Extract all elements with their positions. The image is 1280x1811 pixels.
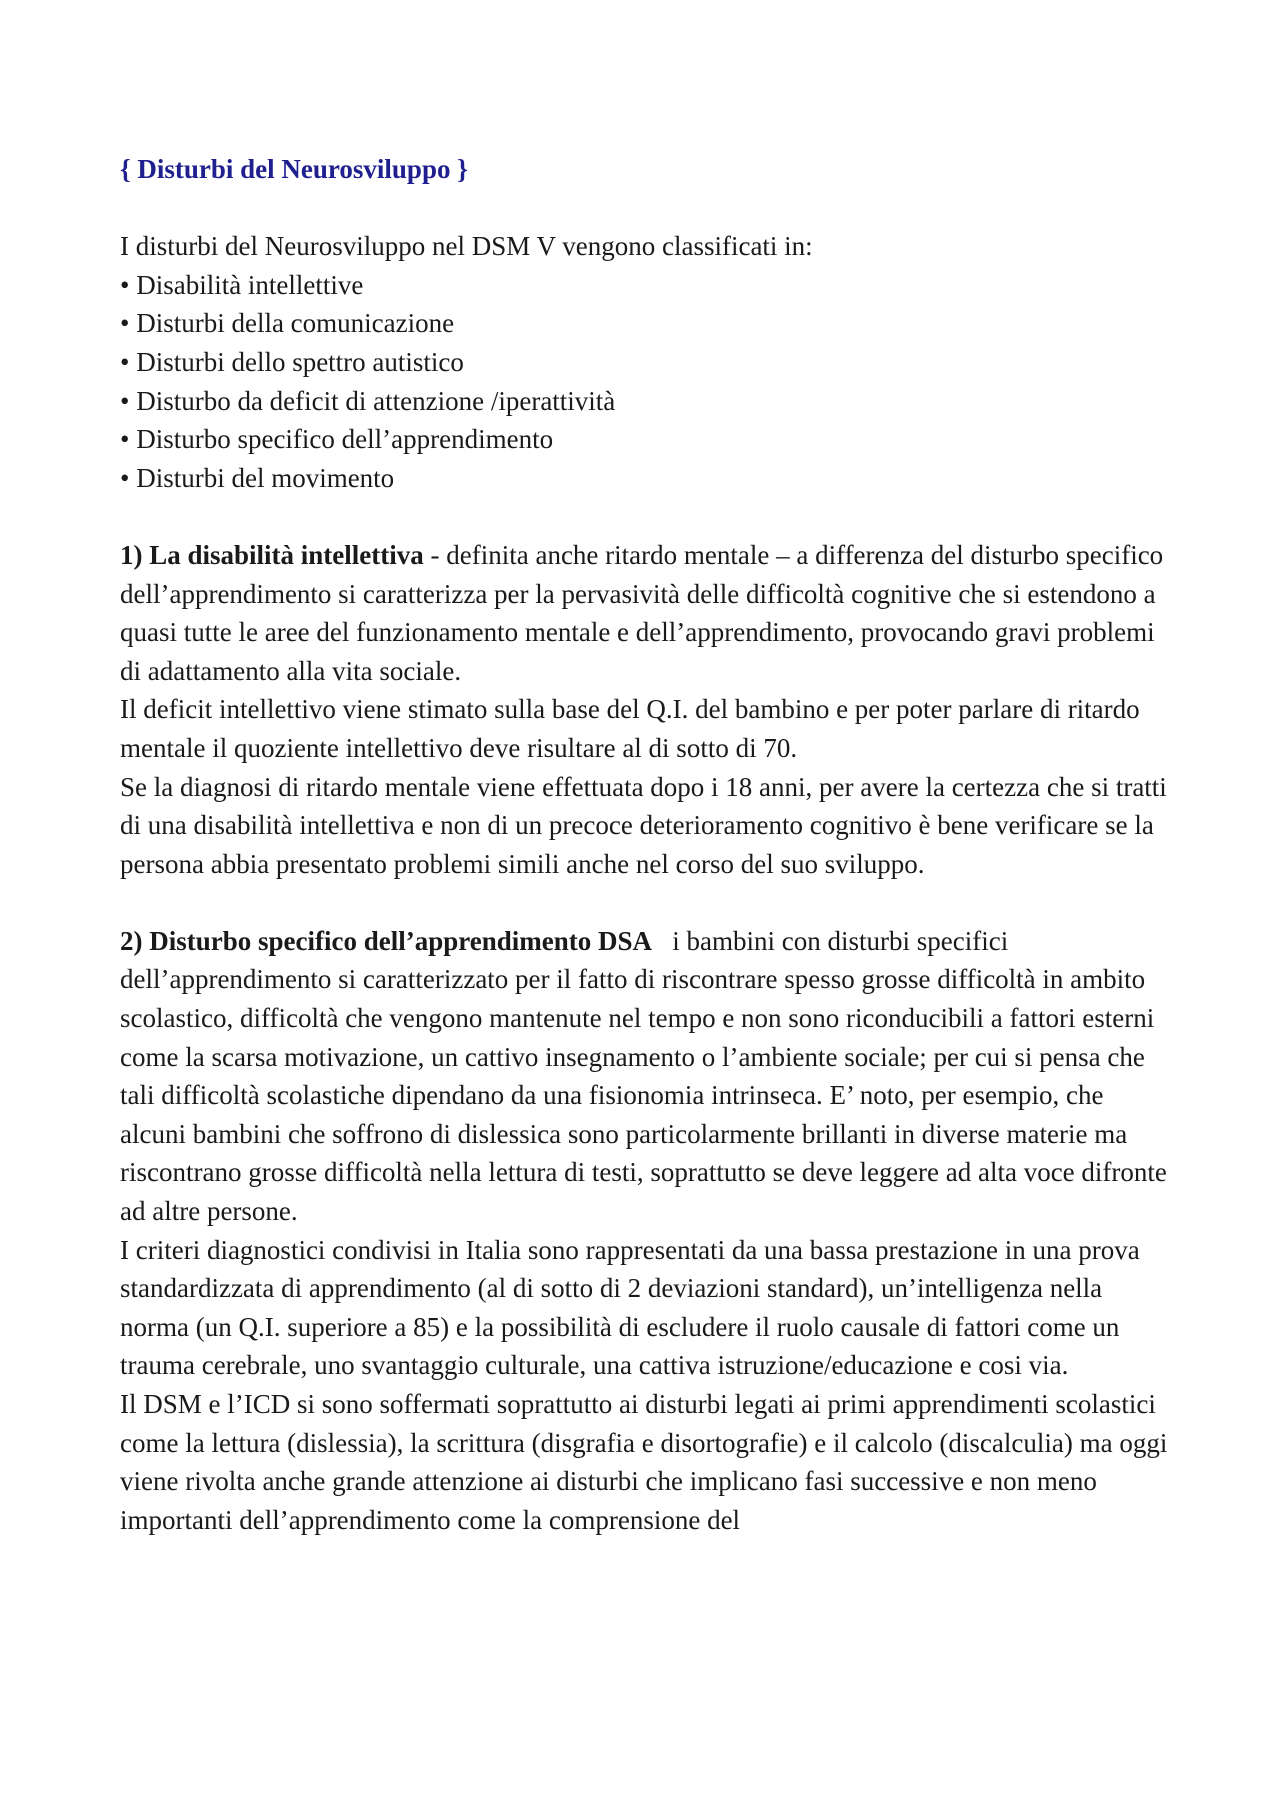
spacer — [120, 189, 1170, 228]
list-item: • Disturbi dello spettro autistico — [120, 343, 1170, 382]
section-1-heading: 1) La disabilità intellettiva — [120, 539, 424, 570]
document-page — [120, 150, 1174, 1539]
document-title: { Disturbi del Neurosviluppo } — [120, 154, 468, 184]
section-2-heading: 2) Disturbo specifico dell’apprendimento DSA — [120, 925, 653, 956]
list-item: • Disturbo specifico dell’apprendimento — [120, 420, 1170, 459]
spacer — [120, 883, 1170, 922]
section-1-paragraph — [120, 536, 1170, 690]
section-2-paragraph-2: I criteri diagnostici condivisi in Italia sono rappresentati da una bassa prestazione in una prova standardizzata di apprendimento (al di sotto di 2 deviazioni standard), un’intelligenza nella norma (un Q.I. superiore a 85) e la possibilità di escludere il ruolo causale di fattori come un trauma cerebrale, uno svantaggio culturale, una cattiva istruzione/educazione e cosi via. — [120, 1234, 1140, 1381]
section-1-paragraph-3: Se la diagnosi di ritardo mentale viene effettuata dopo i 18 anni, per avere la certezza che si tratti di una disabilità intellettiva e non di un precoce deterioramento cognitivo è bene verificare se la persona abbia presentato problemi simili anche nel corso del suo sviluppo. — [120, 771, 1167, 879]
section-2-text: i bambini con disturbi specifici dell’apprendimento si caratterizzato per il fatto di riscontrare spesso grosse difficoltà in ambito scolastico, difficoltà che vengono mantenute nel tempo e non sono riconducibili a fattori esterni come la scarsa motivazione, un cattivo insegnamento o l’ambiente sociale; per cui si pensa che tali difficoltà scolastiche dipendano da una fisionomia intrinseca. E’ noto, per esempio, che alcuni bambini che soffrono di dislessica sono particolarmente brillanti in diverse materie ma riscontrano grosse difficoltà nella lettura di testi, soprattutto se deve leggere ad alta voce difronte ad altre persone. — [120, 925, 1174, 1227]
classification-list — [120, 266, 1170, 498]
list-item: • Disabilità intellettive — [120, 266, 1170, 305]
list-item: • Disturbi della comunicazione — [120, 304, 1170, 343]
intro-paragraph: I disturbi del Neurosviluppo nel DSM V vengono classificati in: — [120, 231, 813, 262]
section-2-paragraph-3: Il DSM e l’ICD si sono soffermati soprattutto ai disturbi legati ai primi apprendimenti scolastici come la lettura (dislessia), la scrittura (disgrafia e disortografie) e il calcolo (discalculia) ma oggi viene rivolta anche grande attenzione ai disturbi che implicano fasi successive e non meno importanti dell’apprendimento come la comprensione del — [120, 1389, 1168, 1535]
section-1-text: - definita anche ritardo mentale – a differenza del disturbo specifico dell’apprendimento si caratterizza per la pervasività delle difficoltà cognitive che si estendono a quasi tutte le aree del funzionamento mentale e dell’apprendimento, provocando gravi problemi di adattamento alla vita sociale. — [120, 539, 1164, 686]
list-item: • Disturbi del movimento — [120, 459, 1170, 498]
section-2-paragraph — [120, 922, 1174, 1231]
spacer — [120, 497, 1170, 536]
list-item: • Disturbo da deficit di attenzione /iperattività — [120, 382, 1170, 421]
section-1-paragraph-2: Il deficit intellettivo viene stimato sulla base del Q.I. del bambino e per poter parlare di ritardo mentale il quoziente intellettivo deve risultare al di sotto di 70. — [120, 694, 1140, 763]
